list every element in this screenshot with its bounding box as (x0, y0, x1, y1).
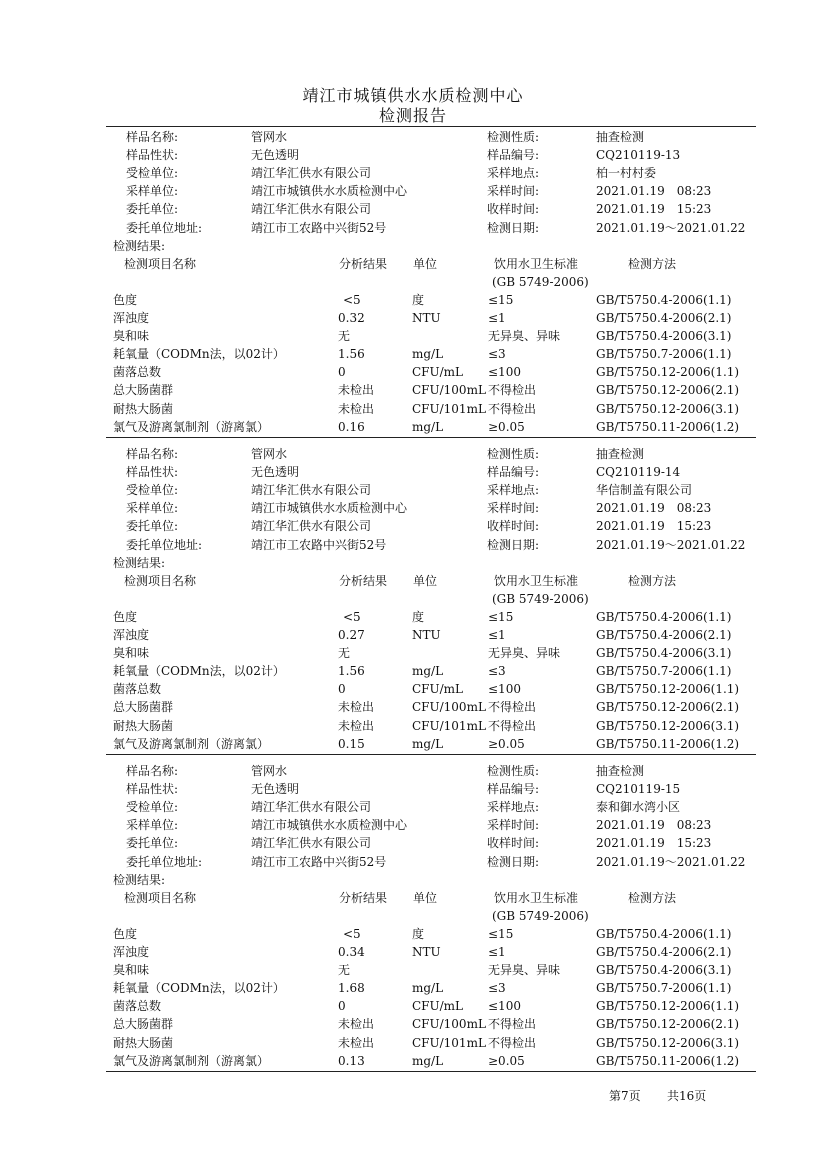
row-result: 未检出 (338, 383, 375, 398)
row-item: 浑浊度 (113, 628, 150, 642)
org-title: 靖江市城镇供水水质检测中心 (302, 86, 524, 105)
col-item-header: 检测项目名称 (124, 256, 197, 271)
row-standard: ≤3 (488, 347, 506, 362)
row-standard: 不得检出 (488, 1035, 537, 1050)
row-result: 1.56 (338, 664, 365, 679)
value-sampling-time: 2021.01.19 08:23 (596, 818, 712, 833)
row-item: 臭和味 (113, 963, 150, 978)
row-item: 耐热大肠菌 (113, 718, 174, 733)
row-method: GB/T5750.4-2006(3.1) (596, 646, 732, 661)
row-standard: 不得检出 (488, 718, 537, 733)
row-standard: ≤3 (488, 981, 506, 996)
row-method: GB/T5750.12-2006(1.1) (596, 365, 740, 380)
row-unit: mg/L (412, 1053, 444, 1068)
value-sampling-site: 柏一村村委 (596, 166, 657, 181)
row-result: 0.34 (338, 945, 365, 959)
value-sampling-unit: 靖江市城镇供水水质检测中心 (251, 501, 408, 516)
row-method: GB/T5750.4-2006(2.1) (596, 628, 732, 642)
col-method-header: 检测方法 (628, 890, 677, 905)
row-item: 氯气及游离氯制剂（游离氯） (113, 1053, 270, 1068)
label-sampling-unit: 采样单位: (126, 818, 179, 833)
value-test-date: 2021.01.19～2021.01.22 (596, 854, 746, 869)
row-method: GB/T5750.4-2006(1.1) (596, 292, 732, 307)
row-standard: ≤15 (488, 292, 514, 307)
row-item: 菌落总数 (113, 682, 162, 697)
row-result: 0 (338, 999, 346, 1014)
col-standard-header: 饮用水卫生标准 (494, 890, 579, 905)
row-result: 1.68 (338, 981, 365, 996)
label-receive-time: 收样时间: (487, 519, 540, 534)
value-sample-no: CQ210119-13 (596, 148, 681, 163)
row-unit: mg/L (412, 664, 444, 679)
label-test-date: 检测日期: (487, 220, 540, 235)
row-result: 未检出 (338, 1017, 375, 1032)
results-heading: 检测结果: (113, 872, 166, 887)
row-standard: ≤100 (488, 999, 521, 1014)
row-method: GB/T5750.4-2006(2.1) (596, 311, 732, 325)
row-standard: 不得检出 (488, 383, 537, 398)
value-receive-time: 2021.01.19 15:23 (596, 836, 712, 851)
label-sample-no: 样品编号: (487, 782, 540, 797)
row-standard: 无异臭、异味 (488, 646, 561, 661)
col-result-header: 分析结果 (339, 256, 388, 271)
col-unit-header: 单位 (413, 256, 438, 271)
row-unit: CFU/100mL (412, 383, 486, 398)
row-method: GB/T5750.12-2006(3.1) (596, 401, 740, 416)
value-sample-name: 管网水 (251, 447, 288, 461)
value-sampling-time: 2021.01.19 08:23 (596, 184, 712, 199)
value-sample-state: 无色透明 (251, 465, 300, 480)
label-test-date: 检测日期: (487, 854, 540, 869)
row-result: <5 (343, 292, 361, 307)
label-sample-no: 样品编号: (487, 148, 540, 163)
value-receive-time: 2021.01.19 15:23 (596, 519, 712, 534)
section-rule (106, 1071, 756, 1072)
row-result: 无 (338, 646, 351, 661)
row-method: GB/T5750.12-2006(3.1) (596, 718, 740, 733)
label-sampling-unit: 采样单位: (126, 184, 179, 199)
label-client-unit: 委托单位: (126, 836, 179, 851)
row-item: 色度 (113, 926, 138, 941)
label-inspected-unit: 受检单位: (126, 166, 179, 181)
row-item: 浑浊度 (113, 945, 150, 959)
col-unit-header: 单位 (413, 573, 438, 588)
value-client-address: 靖江市工农路中兴街52号 (251, 220, 387, 235)
row-method: GB/T5750.12-2006(2.1) (596, 1017, 740, 1032)
value-client-unit: 靖江华汇供水有限公司 (251, 202, 372, 217)
row-unit: CFU/mL (412, 999, 464, 1014)
row-unit: NTU (412, 311, 441, 325)
value-sampling-unit: 靖江市城镇供水水质检测中心 (251, 184, 408, 199)
row-standard: 不得检出 (488, 700, 537, 715)
row-result: 未检出 (338, 1035, 375, 1050)
row-unit: NTU (412, 945, 441, 959)
row-standard: ≤15 (488, 609, 514, 624)
results-heading: 检测结果: (113, 555, 166, 570)
row-standard: 不得检出 (488, 401, 537, 416)
row-item: 耗氧量（CODMn法，以02计） (113, 981, 285, 996)
row-result: 未检出 (338, 718, 375, 733)
label-inspected-unit: 受检单位: (126, 483, 179, 498)
row-unit: 度 (412, 926, 425, 941)
row-method: GB/T5750.4-2006(1.1) (596, 926, 732, 941)
value-sample-state: 无色透明 (251, 782, 300, 797)
row-standard: 无异臭、异味 (488, 963, 561, 978)
row-result: 0 (338, 365, 346, 380)
row-method: GB/T5750.12-2006(1.1) (596, 999, 740, 1014)
row-standard: 不得检出 (488, 1017, 537, 1032)
label-inspected-unit: 受检单位: (126, 800, 179, 815)
label-sampling-unit: 采样单位: (126, 501, 179, 516)
row-item: 臭和味 (113, 329, 150, 344)
col-standard-subheader: (GB 5749-2006) (492, 908, 589, 923)
row-item: 耐热大肠菌 (113, 401, 174, 416)
row-result: <5 (343, 609, 361, 624)
row-standard: ≤1 (488, 311, 506, 325)
row-item: 总大肠菌群 (113, 383, 174, 398)
col-standard-header: 饮用水卫生标准 (494, 256, 579, 271)
row-standard: ≥0.05 (488, 736, 525, 751)
row-result: 0.16 (338, 419, 365, 434)
value-client-unit: 靖江华汇供水有限公司 (251, 519, 372, 534)
label-sample-state: 样品性状: (126, 465, 179, 480)
value-inspection-type: 抽查检测 (596, 764, 645, 778)
label-inspection-type: 检测性质: (487, 764, 540, 778)
row-result: 0 (338, 682, 346, 697)
row-unit: 度 (412, 609, 425, 624)
row-unit: CFU/100mL (412, 1017, 486, 1032)
col-result-header: 分析结果 (339, 890, 388, 905)
value-inspected-unit: 靖江华汇供水有限公司 (251, 483, 372, 498)
value-sampling-site: 泰和御水湾小区 (596, 800, 681, 815)
row-item: 菌落总数 (113, 365, 162, 380)
row-standard: ≤1 (488, 628, 506, 642)
row-item: 耗氧量（CODMn法，以02计） (113, 664, 285, 679)
row-result: 未检出 (338, 401, 375, 416)
row-unit: mg/L (412, 347, 444, 362)
report-title: 检测报告 (378, 106, 447, 125)
row-item: 色度 (113, 609, 138, 624)
row-method: GB/T5750.11-2006(1.2) (596, 736, 740, 751)
value-client-address: 靖江市工农路中兴街52号 (251, 854, 387, 869)
section-rule (106, 754, 756, 755)
row-method: GB/T5750.12-2006(3.1) (596, 1035, 740, 1050)
col-standard-subheader: (GB 5749-2006) (492, 591, 589, 606)
row-method: GB/T5750.4-2006(2.1) (596, 945, 732, 959)
row-unit: CFU/mL (412, 682, 464, 697)
section-rule (106, 437, 756, 438)
row-standard: ≥0.05 (488, 419, 525, 434)
row-result: 0.32 (338, 311, 365, 325)
label-client-address: 委托单位地址: (126, 220, 203, 235)
row-unit: CFU/101mL (412, 1035, 486, 1050)
row-method: GB/T5750.11-2006(1.2) (596, 419, 740, 434)
value-test-date: 2021.01.19～2021.01.22 (596, 537, 746, 552)
value-sample-name: 管网水 (251, 130, 288, 144)
row-result: 0.27 (338, 628, 365, 642)
label-inspection-type: 检测性质: (487, 447, 540, 461)
col-item-header: 检测项目名称 (124, 573, 197, 588)
row-item: 耐热大肠菌 (113, 1035, 174, 1050)
value-inspected-unit: 靖江华汇供水有限公司 (251, 166, 372, 181)
row-standard: 无异臭、异味 (488, 329, 561, 344)
label-client-unit: 委托单位: (126, 202, 179, 217)
row-unit: 度 (412, 292, 425, 307)
label-sampling-site: 采样地点: (487, 800, 540, 815)
row-method: GB/T5750.7-2006(1.1) (596, 347, 732, 362)
row-item: 浑浊度 (113, 311, 150, 325)
row-unit: CFU/mL (412, 365, 464, 380)
col-standard-header: 饮用水卫生标准 (494, 573, 579, 588)
value-sampling-site: 华信制盖有限公司 (596, 483, 693, 498)
value-sample-no: CQ210119-15 (596, 782, 681, 797)
value-test-date: 2021.01.19～2021.01.22 (596, 220, 746, 235)
row-unit: mg/L (412, 736, 444, 751)
row-unit: NTU (412, 628, 441, 642)
label-sampling-site: 采样地点: (487, 483, 540, 498)
row-item: 色度 (113, 292, 138, 307)
row-result: 未检出 (338, 700, 375, 715)
row-unit: mg/L (412, 419, 444, 434)
value-client-unit: 靖江华汇供水有限公司 (251, 836, 372, 851)
header-rule (106, 126, 756, 127)
row-item: 总大肠菌群 (113, 700, 174, 715)
row-unit: mg/L (412, 981, 444, 996)
value-sampling-unit: 靖江市城镇供水水质检测中心 (251, 818, 408, 833)
row-item: 臭和味 (113, 646, 150, 661)
results-heading: 检测结果: (113, 238, 166, 253)
row-unit: CFU/101mL (412, 401, 486, 416)
row-standard: ≤15 (488, 926, 514, 941)
row-result: 无 (338, 329, 351, 344)
row-method: GB/T5750.12-2006(2.1) (596, 700, 740, 715)
col-item-header: 检测项目名称 (124, 890, 197, 905)
row-method: GB/T5750.12-2006(2.1) (596, 383, 740, 398)
label-sampling-time: 采样时间: (487, 184, 540, 199)
label-sample-name: 样品名称: (126, 130, 179, 144)
label-test-date: 检测日期: (487, 537, 540, 552)
row-result: <5 (343, 926, 361, 941)
row-method: GB/T5750.7-2006(1.1) (596, 981, 732, 996)
row-item: 氯气及游离氯制剂（游离氯） (113, 736, 270, 751)
col-standard-subheader: (GB 5749-2006) (492, 274, 589, 289)
label-sample-name: 样品名称: (126, 447, 179, 461)
row-unit: CFU/100mL (412, 700, 486, 715)
row-unit: CFU/101mL (412, 718, 486, 733)
value-sample-no: CQ210119-14 (596, 465, 681, 480)
label-sample-no: 样品编号: (487, 465, 540, 480)
page-total: 共16页 (667, 1089, 707, 1103)
row-standard: ≤1 (488, 945, 506, 959)
row-method: GB/T5750.11-2006(1.2) (596, 1053, 740, 1068)
label-inspection-type: 检测性质: (487, 130, 540, 144)
row-method: GB/T5750.4-2006(1.1) (596, 609, 732, 624)
col-method-header: 检测方法 (628, 256, 677, 271)
row-item: 总大肠菌群 (113, 1017, 174, 1032)
value-sample-name: 管网水 (251, 764, 288, 778)
row-item: 菌落总数 (113, 999, 162, 1014)
row-result: 无 (338, 963, 351, 978)
row-item: 耗氧量（CODMn法，以02计） (113, 347, 285, 362)
row-standard: ≤100 (488, 682, 521, 697)
label-receive-time: 收样时间: (487, 836, 540, 851)
row-standard: ≤3 (488, 664, 506, 679)
label-client-unit: 委托单位: (126, 519, 179, 534)
row-method: GB/T5750.7-2006(1.1) (596, 664, 732, 679)
value-receive-time: 2021.01.19 15:23 (596, 202, 712, 217)
row-item: 氯气及游离氯制剂（游离氯） (113, 419, 270, 434)
label-sample-state: 样品性状: (126, 148, 179, 163)
label-sample-name: 样品名称: (126, 764, 179, 778)
row-method: GB/T5750.4-2006(3.1) (596, 329, 732, 344)
label-sampling-site: 采样地点: (487, 166, 540, 181)
value-sampling-time: 2021.01.19 08:23 (596, 501, 712, 516)
value-inspected-unit: 靖江华汇供水有限公司 (251, 800, 372, 815)
label-client-address: 委托单位地址: (126, 537, 203, 552)
label-receive-time: 收样时间: (487, 202, 540, 217)
col-unit-header: 单位 (413, 890, 438, 905)
page-number: 第7页 (609, 1089, 641, 1103)
row-result: 0.15 (338, 736, 365, 751)
label-sample-state: 样品性状: (126, 782, 179, 797)
value-sample-state: 无色透明 (251, 148, 300, 163)
value-client-address: 靖江市工农路中兴街52号 (251, 537, 387, 552)
col-method-header: 检测方法 (628, 573, 677, 588)
value-inspection-type: 抽查检测 (596, 447, 645, 461)
value-inspection-type: 抽查检测 (596, 130, 645, 144)
row-result: 0.13 (338, 1053, 365, 1068)
row-method: GB/T5750.4-2006(3.1) (596, 963, 732, 978)
col-result-header: 分析结果 (339, 573, 388, 588)
row-standard: ≤100 (488, 365, 521, 380)
label-sampling-time: 采样时间: (487, 501, 540, 516)
row-standard: ≥0.05 (488, 1053, 525, 1068)
label-sampling-time: 采样时间: (487, 818, 540, 833)
row-method: GB/T5750.12-2006(1.1) (596, 682, 740, 697)
label-client-address: 委托单位地址: (126, 854, 203, 869)
row-result: 1.56 (338, 347, 365, 362)
